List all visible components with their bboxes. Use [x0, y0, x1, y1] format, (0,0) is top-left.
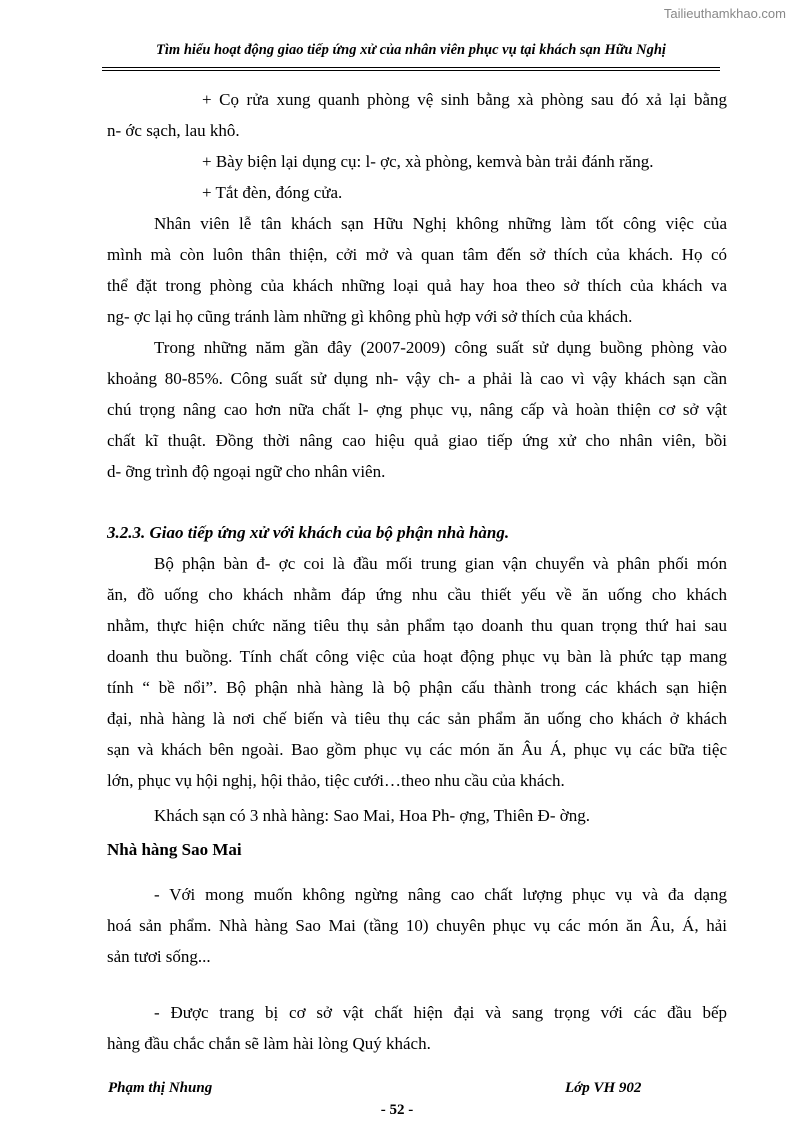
text-line: Nhân viên lễ tân khách sạn Hữu Nghị không những làm tốt công việc của: [154, 214, 727, 233]
text-line: hoá sản phẩm. Nhà hàng Sao Mai (tầng 10) chuyên phục vụ các món ăn Âu, Á, hải: [107, 916, 727, 935]
text-line: n- ớc sạch, lau khô.: [107, 121, 240, 140]
text-line: sản tươi sống...: [107, 947, 211, 966]
text-line: nhằm, thực hiện chức năng tiêu thụ sản phẩm tạo doanh thu quan trọng thứ hai sau: [107, 616, 727, 635]
text-line: - Với mong muốn không ngừng nâng cao chất lượng phục vụ và đa dạng: [154, 885, 727, 904]
text-line: + Tắt đèn, đóng cửa.: [202, 183, 343, 202]
page-number: - 52 -: [380, 1102, 414, 1118]
text-line: - Được trang bị cơ sở vật chất hiện đại và sang trọng với các đầu bếp: [154, 1003, 727, 1022]
text-line: doanh thu buồng. Tính chất công việc của hoạt động phục vụ bàn là phức tạp mang: [107, 647, 727, 666]
watermark: Tailieuthamkhao.com: [663, 6, 786, 21]
text-line: Bộ phận bàn đ- ợc coi là đầu mối trung gian vận chuyển và phân phối món: [154, 554, 727, 573]
footer-author: Phạm thị Nhung: [108, 1080, 213, 1096]
text-line: hàng đầu chắc chắn sẽ làm hài lòng Quý khách.: [107, 1034, 431, 1053]
text-line: sạn và khách bên ngoài. Bao gồm phục vụ các món ăn Âu Á, phục vụ các bữa tiệc: [107, 740, 727, 759]
text-line: mình mà còn luôn thân thiện, cởi mở và quan tâm đến sở thích của khách. Họ có: [107, 245, 727, 264]
text-line: chất kĩ thuật. Đồng thời nâng cao hiệu quả giao tiếp ứng xử cho nhân viên, bồi: [107, 431, 727, 450]
text-line: lớn, phục vụ hội nghị, hội thảo, tiệc cưới…theo nhu cầu của khách.: [107, 771, 565, 790]
text-line: khoảng 80-85%. Công suất sử dụng nh- vậy ch- a phải là cao vì vậy khách sạn cần: [107, 369, 727, 388]
text-line: Trong những năm gần đây (2007-2009) công suất sử dụng buồng phòng vào: [154, 338, 727, 357]
text-line: d- ỡng trình độ ngoại ngữ cho nhân viên.: [107, 462, 386, 481]
header-rule: [102, 67, 720, 68]
header-rule-2: [102, 70, 720, 71]
text-line: + Bày biện lại dụng cụ: l- ợc, xà phòng, kemvà bàn trải đánh răng.: [202, 152, 654, 171]
text-line: tính “ bề nổi”. Bộ phận nhà hàng là bộ phận cấu thành trong các khách sạn hiện: [107, 678, 727, 697]
section-heading: 3.2.3. Giao tiếp ứng xử với khách của bộ phận nhà hàng.: [107, 523, 510, 542]
footer-class: Lớp VH 902: [565, 1080, 642, 1096]
text-line: chú trọng nâng cao hơn nữa chất l- ợng phục vụ, nâng cấp và hoàn thiện cơ sở vật: [107, 400, 727, 419]
text-line: Khách sạn có 3 nhà hàng: Sao Mai, Hoa Ph- ợng, Thiên Đ- ờng.: [154, 806, 590, 825]
text-line: ng- ợc lại họ cũng tránh làm những gì không phù hợp với sở thích của khách.: [107, 307, 633, 326]
subheading: Nhà hàng Sao Mai: [107, 840, 242, 859]
text-line: ăn, đồ uống cho khách nhằm đáp ứng nhu cầu thiết yếu về ăn uống cho khách: [107, 585, 727, 604]
text-line: thể đặt trong phòng của khách những loại quả hay hoa theo sở thích của khách va: [107, 276, 727, 295]
running-header: Tìm hiểu hoạt động giao tiếp ứng xử của nhân viên phục vụ tại khách sạn Hữu Nghị: [156, 42, 666, 58]
text-line: + Cọ rửa xung quanh phòng vệ sinh bằng xà phòng sau đó xả lại bằng: [202, 90, 727, 109]
text-line: đại, nhà hàng là nơi chế biến và tiêu thụ các sản phẩm ăn uống cho khách ở khách: [107, 709, 727, 728]
